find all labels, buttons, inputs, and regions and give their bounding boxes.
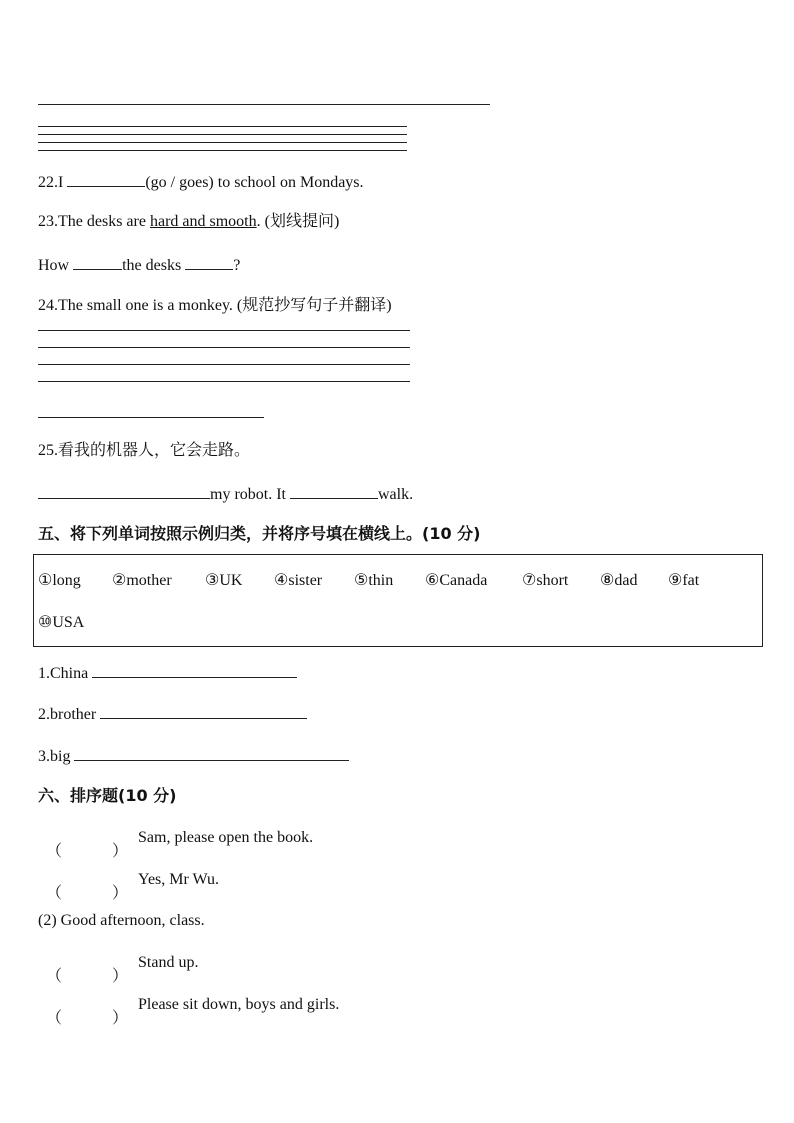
- answer-blank[interactable]: [185, 254, 233, 270]
- section-5-heading: 五、将下列单词按照示例归类，并将序号填在横线上。(10 分): [38, 524, 481, 543]
- writing-line[interactable]: [38, 364, 410, 365]
- word-option: ⑨fat: [668, 572, 700, 589]
- answer-line[interactable]: [38, 104, 490, 105]
- writing-line[interactable]: [38, 347, 410, 348]
- question-instruction: . (划线提问): [256, 213, 340, 230]
- answer-blank[interactable]: [38, 483, 210, 499]
- open-paren: （: [46, 885, 63, 902]
- ordering-item: [38, 995, 340, 1027]
- underlined-phrase: hard and smooth: [149, 213, 257, 230]
- word-option: ②mother: [112, 572, 172, 589]
- answer-blank[interactable]: [290, 483, 378, 499]
- classify-item: [38, 703, 307, 725]
- writing-line[interactable]: [38, 142, 407, 143]
- question-text: walk.: [378, 486, 414, 503]
- classify-item: [38, 662, 297, 684]
- question-text: How: [38, 257, 74, 274]
- writing-line[interactable]: [38, 381, 410, 382]
- word-option: ⑧dad: [600, 572, 638, 589]
- writing-line[interactable]: [38, 330, 410, 331]
- question-text: 看我的机器人，它会走路。: [58, 442, 251, 459]
- dialogue-line: Stand up.: [138, 954, 199, 971]
- question-number: 24.: [38, 297, 58, 314]
- section-6-heading: 六、排序题(10 分): [38, 786, 177, 805]
- word-bank-box: [33, 554, 763, 647]
- question-24: [38, 296, 392, 316]
- question-text: (go / goes) to school on Mondays.: [145, 174, 364, 191]
- writing-line[interactable]: [38, 126, 407, 127]
- question-23-answer: [38, 254, 240, 276]
- question-number: 25.: [38, 442, 58, 459]
- question-text: The desks are: [58, 213, 150, 230]
- close-paren: ）: [112, 1010, 129, 1027]
- ordering-item: [38, 870, 220, 902]
- item-label: 3.big: [38, 748, 75, 765]
- answer-blank[interactable]: [74, 745, 349, 761]
- word-option: ⑥Canada: [425, 572, 488, 589]
- answer-blank[interactable]: [100, 703, 307, 719]
- writing-line[interactable]: [38, 134, 407, 135]
- question-number: 22.: [38, 174, 58, 191]
- question-text: my robot. It: [210, 486, 290, 503]
- open-paren: （: [46, 968, 63, 985]
- close-paren: ）: [112, 885, 129, 902]
- item-label: 2.brother: [38, 706, 101, 723]
- word-option: ⑦short: [522, 572, 569, 589]
- question-25-answer: [38, 483, 413, 505]
- word-option: ④sister: [274, 572, 323, 589]
- item-label: 1.China: [38, 665, 93, 682]
- question-22: [38, 171, 364, 193]
- dialogue-line: (2) Good afternoon, class.: [38, 912, 205, 929]
- ordering-item: [38, 828, 314, 860]
- answer-blank[interactable]: [67, 171, 145, 187]
- question-text: ?: [233, 257, 241, 274]
- ordering-item: [38, 953, 199, 985]
- dialogue-line: Sam, please open the book.: [138, 829, 314, 846]
- close-paren: ）: [112, 968, 129, 985]
- writing-line[interactable]: [38, 150, 407, 151]
- answer-blank[interactable]: [92, 662, 297, 678]
- question-23: [38, 212, 339, 232]
- question-number: 23.: [38, 213, 58, 230]
- question-text: the desks: [122, 257, 186, 274]
- open-paren: （: [46, 1010, 63, 1027]
- question-25: [38, 441, 250, 461]
- close-paren: ）: [112, 843, 129, 860]
- word-option: ⑤thin: [354, 572, 394, 589]
- open-paren: （: [46, 843, 63, 860]
- question-text: I: [58, 174, 68, 191]
- word-option: ⑩USA: [38, 614, 85, 631]
- answer-blank[interactable]: [73, 254, 122, 270]
- word-option: ③UK: [205, 572, 243, 589]
- question-text: The small one is a monkey. (规范抄写句子并翻译): [58, 297, 392, 314]
- dialogue-line: Please sit down, boys and girls.: [138, 996, 340, 1013]
- dialogue-line: Yes, Mr Wu.: [138, 871, 220, 888]
- translation-line[interactable]: [38, 417, 264, 418]
- ordering-item-given: [38, 911, 205, 931]
- classify-item: [38, 745, 349, 767]
- word-option: ①long: [38, 572, 81, 589]
